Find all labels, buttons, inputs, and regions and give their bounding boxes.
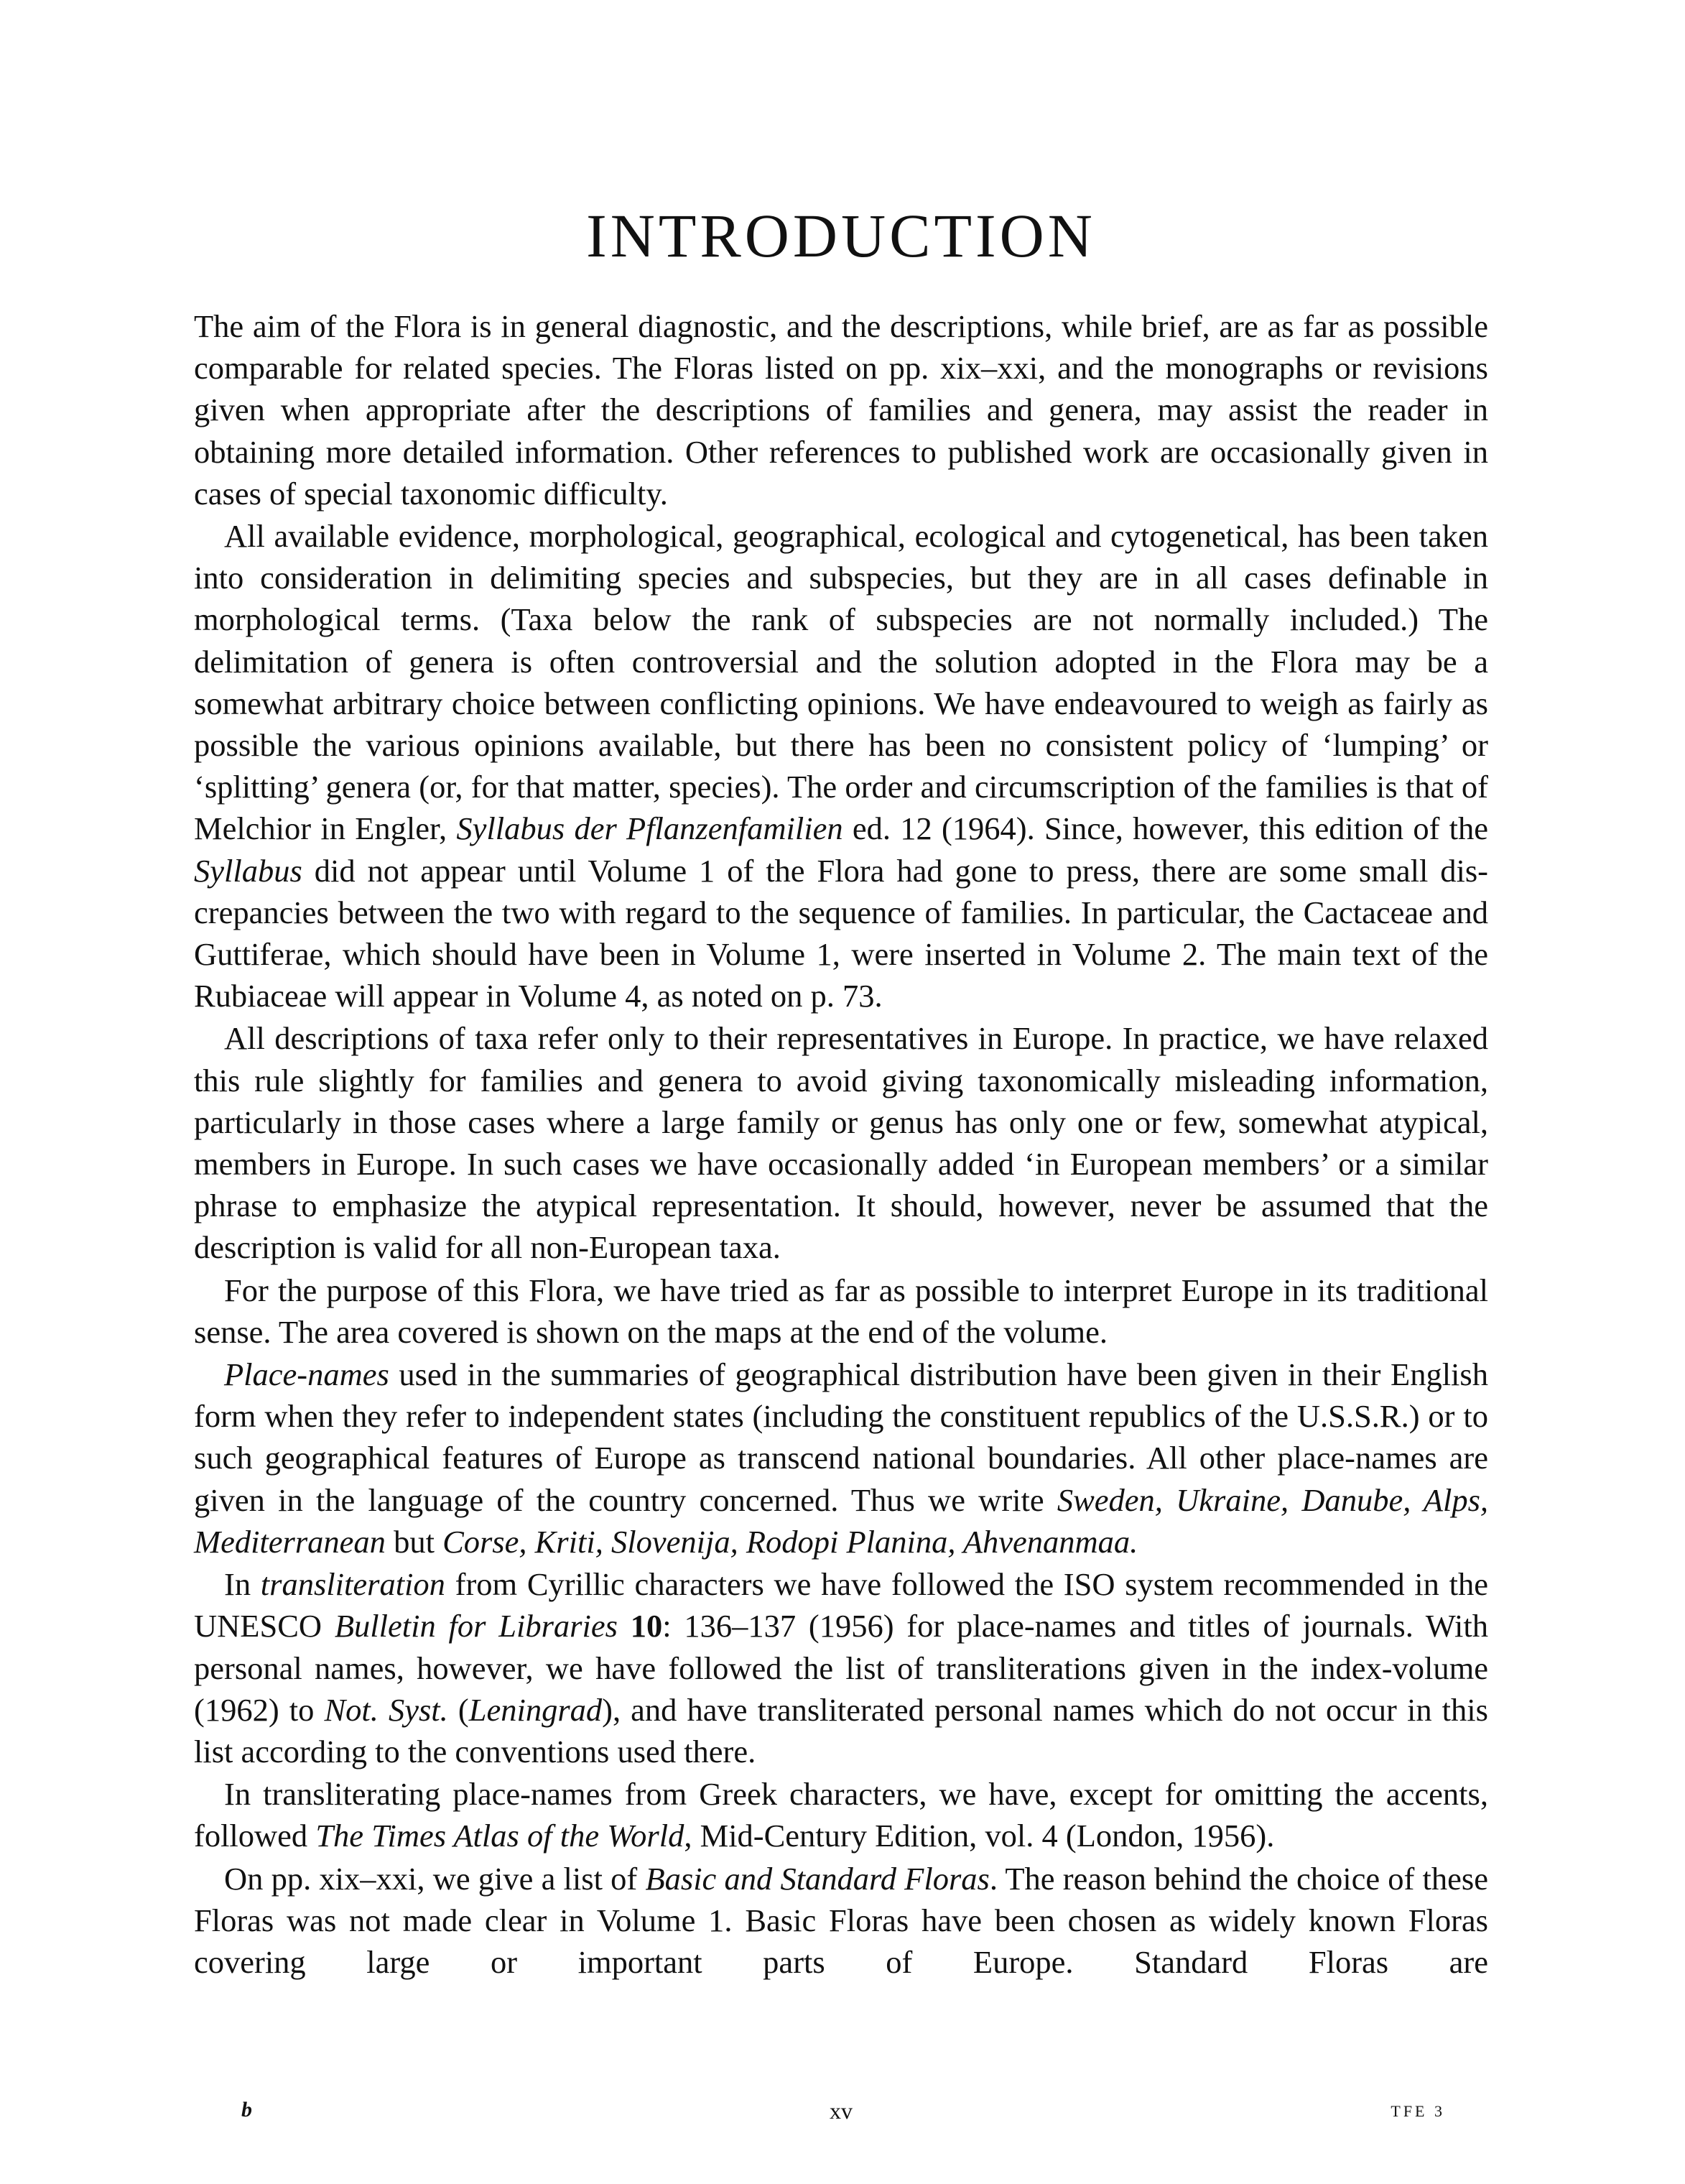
text-run: : 136–137 (1956) for place-names and titles of journals. With personal names, however, we have followed the list of transliterations given in the index-volume (1962) to <box>194 1608 1489 1728</box>
italic-text: Syllabus <box>194 852 302 889</box>
paragraph <box>194 1858 1488 1984</box>
text-run: used in the summaries of geographical distribution have been given in their English form when they refer to independent states (including the constituent republics of the U.S.S.R.) or to such geographical features of Europe as transcend national boundaries. All other place-names are given in the language of the country concerned. Thus we write <box>194 1356 1488 1518</box>
text-run: All available evidence, morphological, geographical, ecological and cytogenetical, has been taken into consideration in delimiting species and subspecies, but they are in all cases definable in morphological terms. (Taxa below the rank of subspecies are not normally included.) The delimitation of genera is often controversial and the solution adopted in the Flora may be a somewhat arbitrary choice between conflicting opinions. We have endeavoured to weigh as fairly as possible the various opinions available, but there has been no consistent policy of ‘lumping’ or ‘splitting’ genera (or, for that matter, species). The order and circumscription of the families is that of Melchior in Engler, <box>194 518 1488 847</box>
text-run: ( <box>447 1691 469 1728</box>
paragraph <box>194 1354 1488 1563</box>
bold-text: 10 <box>630 1608 663 1644</box>
page-title: INTRODUCTION <box>586 201 1096 270</box>
italic-text: Leningrad <box>468 1691 603 1728</box>
text-run: . The reason behind the choice of these Floras was not made clear in Volume 1. Basic Floras have been chosen as widely known Floras covering large or important parts of Europe. Standard Floras are <box>194 1860 1488 1980</box>
italic-text: The Times Atlas of the World <box>315 1818 684 1854</box>
text-run: On pp. xix–xxi, we give a list of <box>224 1860 646 1897</box>
text-run: , Mid-Century Edition, vol. 4 (London, 1956). <box>684 1818 1275 1854</box>
italic-text: Syllabus der Pflanzenfamilien <box>456 810 843 847</box>
document-page <box>194 0 1488 2184</box>
text-run: For the purpose of this Flora, we have tried as far as possible to interpret Europe in its traditional sense. The area covered is shown on the maps at the end of the volume. <box>194 1272 1488 1350</box>
text-run <box>618 1608 631 1644</box>
text-run: The aim of the Flora is in general diagnostic, and the descriptions, while brief, are as far as possible comparable for related species. The Floras listed on pp. xix–xxi, and the monographs or revisions given when appropriate after the descriptions of families and genera, may assist the reader in obtaining more detailed information. Other references to published work are occasionally given in cases of special taxonomic difficulty. <box>194 308 1488 512</box>
paragraph <box>194 1563 1488 1772</box>
paragraph <box>194 1773 1488 1856</box>
page-number: xv <box>830 2098 853 2124</box>
printer-code: TFE 3 <box>1391 2102 1445 2120</box>
body-text <box>194 305 1488 1984</box>
italic-text: transliteration <box>260 1566 445 1603</box>
italic-text: Bulletin for Libraries <box>334 1608 618 1644</box>
italic-text: Sweden, Ukraine, Danube, Alps, Mediterranean <box>194 1481 1489 1560</box>
italic-text: Basic and Standard Floras <box>645 1860 990 1897</box>
italic-text: Place-names <box>224 1356 389 1393</box>
text-run: In transliterating place-names from Greek characters, we have, except for omitting the accents, followed <box>194 1776 1488 1854</box>
paragraph <box>194 1017 1488 1268</box>
text-run: All descriptions of taxa refer only to their representatives in Europe. In practice, we have relaxed this rule slightly for families and genera to avoid giving taxonomically misleading information, particularly in those cases where a large family or genus has only one or few, somewhat atypical, members in Europe. In such cases we have occasionally added ‘in European members’ or a similar phrase to emphasize the atypical representation. It should, however, never be assumed that the description is valid for all non-European taxa. <box>194 1020 1488 1266</box>
paragraph <box>194 515 1488 1017</box>
italic-text: Corse, Kriti, Slovenija, Rodopi Planina, Ahvenanmaa. <box>442 1523 1138 1560</box>
text-run: In <box>224 1566 261 1603</box>
text-run: ed. 12 (1964). Since, however, this edition of the <box>843 810 1489 847</box>
text-run: from Cyrillic characters we have followed the ISO system recommended in the UNESCO <box>194 1566 1488 1644</box>
paragraph <box>194 305 1488 514</box>
text-run: ), and have transliterated personal names which do not occur in this list according to the conventions used there. <box>194 1691 1488 1769</box>
text-run: did not appear until Volume 1 of the Flora had gone to press, there are some small discrepancies between the two with regard to the sequence of families. In particular, the Cactaceae and Guttiferae, which should have been in Volume 1, were inserted in Volume 2. The main text of the Rubiaceae will appear in Volume 4, as noted on p. 73. <box>194 852 1488 1014</box>
italic-text: Not. Syst. <box>324 1691 448 1728</box>
signature-mark: b <box>241 2098 252 2121</box>
text-run: but <box>385 1523 443 1560</box>
page-footer <box>194 2098 1488 2127</box>
paragraph <box>194 1269 1488 1353</box>
